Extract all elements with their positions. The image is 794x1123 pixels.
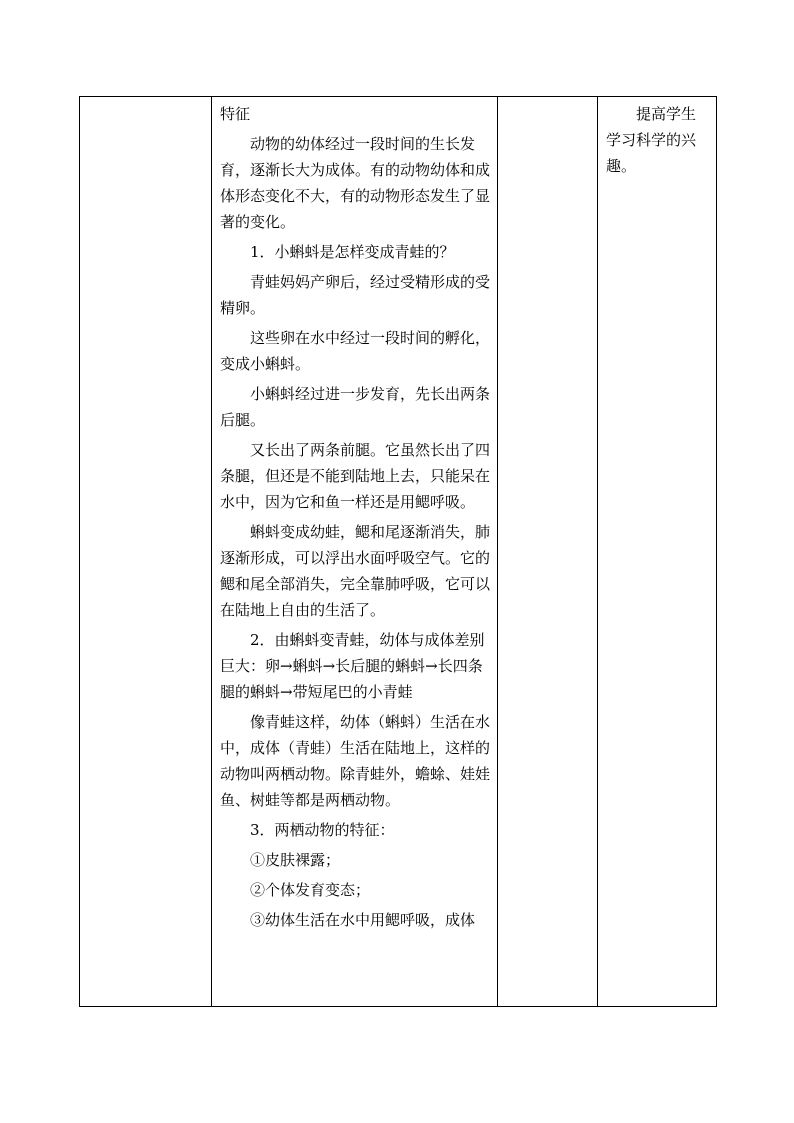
paragraph: 动物的幼体经过一段时间的生长发育，逐渐长大为成体。有的动物幼体和成体形态变化不大，有的动物形态发生了显著的变化。 [220,135,491,231]
paragraph: 青蛙妈妈产卵后，经过受精形成的受精卵。 [220,273,491,317]
goal-cell [598,97,717,1007]
paragraph: 又长出了两条前腿。它虽然长出了四条腿，但还是不能到陆地上去，只能呆在水中，因为它和鱼一样还是用鳃呼吸。 [220,441,491,511]
left-empty-cell [80,97,212,1007]
paragraph: 1．小蝌蚪是怎样变成青蛙的？ [250,243,455,261]
paragraph: 2．由蝌蚪变青蛙，幼体与成体差别巨大：卵→蝌蚪→长后腿的蝌蚪→长四条腿的蝌蚪→带短尾巴的小青蛙 [220,631,485,701]
empty-cell [498,97,598,1007]
paragraph: 3．两栖动物的特征： [250,821,395,839]
section-heading: 特征 [220,105,251,123]
paragraph: 蝌蚪变成幼蛙，鳃和尾逐渐消失，肺逐渐形成，可以浮出水面呼吸空气。它的鳃和尾全部消失，完全靠肺呼吸，它可以在陆地上自由的生活了。 [220,523,491,619]
paragraph: 这些卵在水中经过一段时间的孵化，变成小蝌蚪。 [220,329,491,373]
paragraph: ③幼体生活在水中用鳃呼吸，成体 [250,911,476,929]
table-row [80,97,717,1007]
goal-content [598,97,716,179]
lesson-plan-table [79,96,717,1007]
content-text [212,97,497,933]
paragraph: 像青蛙这样，幼体（蝌蚪）生活在水中，成体（青蛙）生活在陆地上，这样的动物叫两栖动物。除青蛙外，蟾蜍、娃娃鱼、树蛙等都是两栖动物。 [220,713,491,809]
paragraph: 小蝌蚪经过进一步发育，先长出两条后腿。 [220,385,491,429]
goal-text: 提高学生学习科学的兴趣。 [606,105,697,175]
content-cell [212,97,498,1007]
paragraph: ②个体发育变态； [250,881,371,899]
paragraph: ①皮肤裸露； [250,851,341,869]
